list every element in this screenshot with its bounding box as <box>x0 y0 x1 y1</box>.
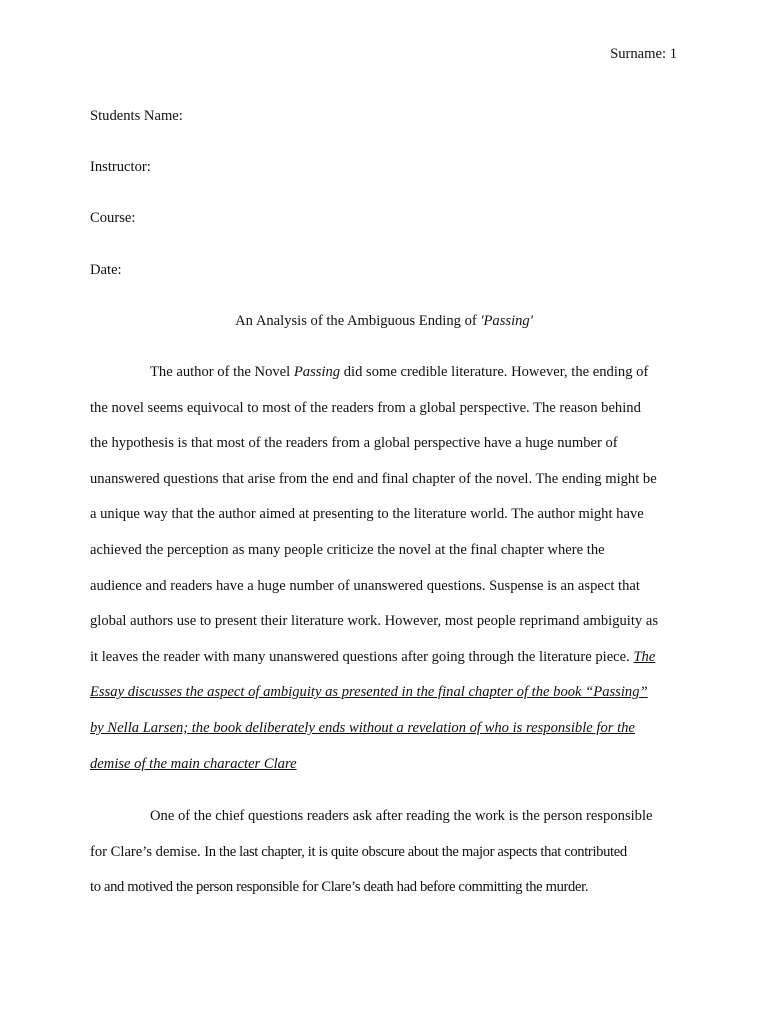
novel-title: Passing <box>293 364 341 380</box>
paragraph-intro <box>90 355 690 782</box>
thesis-line: by Nella Larsen; the book deliberately ends without a revelation of who is responsible for the <box>90 719 635 736</box>
text-span: In the last chapter, it is quite obscure about the major aspects that contributed <box>204 843 627 860</box>
text-span: The author of the Novel <box>150 364 294 380</box>
thesis-statement: The <box>633 648 656 665</box>
student-name-line: Students Name: <box>90 108 183 124</box>
text-span: did some credible literature. However, the ending of <box>340 364 649 380</box>
essay-title-work: 'Passing' <box>480 313 533 329</box>
paragraph-line: a unique way that the author aimed at presenting to the literature world. The author might have <box>90 506 644 523</box>
thesis-line: demise of the main character Clare <box>90 755 297 772</box>
course-line: Course: <box>90 210 136 226</box>
paragraph-line: One of the chief questions readers ask after reading the work is the person responsible <box>150 808 653 824</box>
paragraph-line <box>90 355 690 391</box>
date-line: Date: <box>90 262 122 278</box>
essay-title-prefix: An Analysis of the Ambiguous Ending of <box>235 313 481 329</box>
paragraph-line: unanswered questions that arise from the end and final chapter of the novel. The ending might be <box>90 470 657 487</box>
paragraph-line: to and motived the person responsible for Clare’s death had before committing the murder. <box>90 879 589 896</box>
text-span: it leaves the reader with many unanswered questions after going through the literature piece. <box>90 648 634 665</box>
essay-title <box>0 313 768 330</box>
running-head: Surname: 1 <box>610 46 677 62</box>
paragraph-line: the hypothesis is that most of the readers from a global perspective have a huge number of <box>90 435 618 452</box>
paragraph-line <box>90 835 690 871</box>
paragraph-line: audience and readers have a huge number of unanswered questions. Suspense is an aspect that <box>90 577 640 594</box>
paragraph-line: achieved the perception as many people criticize the novel at the final chapter where the <box>90 541 605 558</box>
thesis-line: Essay discusses the aspect of ambiguity as presented in the final chapter of the book “Passing” <box>90 684 648 701</box>
paragraph-body <box>90 799 690 906</box>
paragraph-line <box>90 640 690 676</box>
instructor-line: Instructor: <box>90 159 151 175</box>
paragraph-line: global authors use to present their literature work. However, most people reprimand ambiguity as <box>90 613 659 630</box>
text-span: for Clare’s demise. <box>90 843 205 860</box>
paragraph-line: the novel seems equivocal to most of the readers from a global perspective. The reason behind <box>90 399 641 416</box>
